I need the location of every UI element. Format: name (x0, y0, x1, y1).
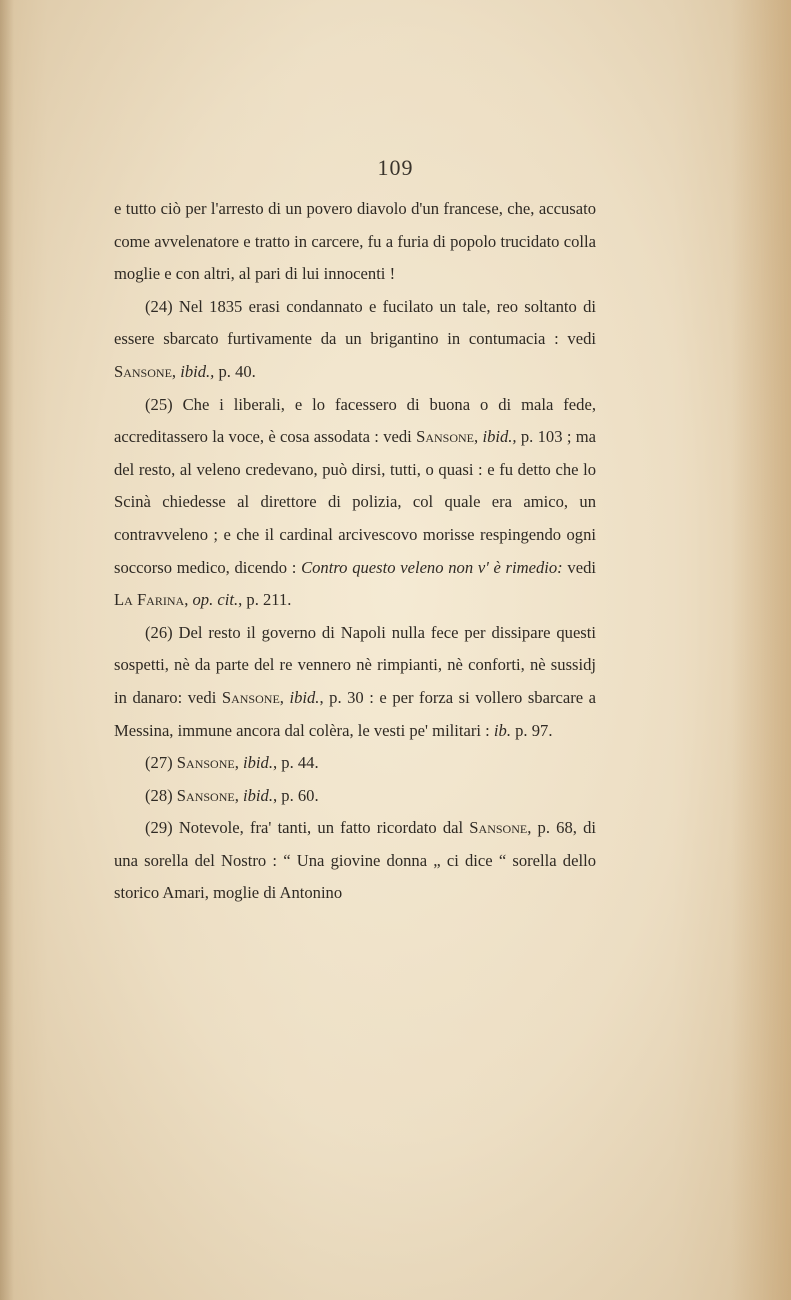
italic-run: ibid., (180, 361, 215, 381)
text-run: , (184, 590, 193, 610)
italic-run: ib. (493, 720, 511, 740)
text-run: , p. 60. (272, 785, 319, 805)
page-number: 109 (377, 155, 414, 180)
footnote-29 (114, 812, 596, 910)
footnotes-text (114, 193, 596, 910)
page-edge-discoloration (731, 0, 791, 1300)
text-run: , (474, 427, 483, 447)
italic-run: ibid., (482, 427, 517, 447)
text-run: vedi (562, 557, 596, 577)
text-run: (26) Del resto il governo di Napoli nulla fece per dissipare questi sospetti, nè da parte del re vennero nè rimpianti, nè conforti, nè sussidj in danaro: vedi (114, 622, 596, 707)
text-run: e tutto ciò per l'arresto di un povero diavolo d'un francese, che, accusato come avvelenatore e tratto in carcere, fu a furia di popolo trucidato colla moglie e con altri, al pari di lui innocenti ! (114, 199, 596, 284)
footnote-27 (114, 747, 596, 780)
text-run: , p. 44. (272, 753, 319, 773)
italic-run: ibid. (243, 785, 273, 805)
italic-run: Contro questo veleno non v' è rimedio: (301, 557, 563, 577)
italic-run: op. cit. (192, 590, 239, 610)
author-name: Sansone (114, 361, 172, 381)
text-run: , (171, 361, 181, 381)
author-name: Sansone (221, 687, 280, 707)
text-run: , p. 30 : e per forza si vollero sbarcare a Messina, immune ancora dal colèra, le vesti pe' militari : (114, 687, 597, 740)
footnote-25 (114, 389, 596, 617)
text-run: p. 103 ; ma del resto, al veleno credevano, può dirsi, tutti, o quasi : e fu detto che lo Scinà chiedesse al direttore di polizia, col quale era amico, un contravveleno ; e che il cardinal arcivescovo morisse respingendo ogni soccorso medico, dicendo : (114, 427, 597, 577)
footnote-28 (114, 780, 596, 813)
text-run: (27) (145, 753, 177, 773)
text-run: (28) (145, 785, 177, 805)
text-run: , (279, 687, 290, 707)
author-name: Sansone (416, 427, 474, 447)
text-run: (29) Notevole, fra' tanti, un fatto ricordato dal (145, 818, 470, 838)
author-name: Sansone (469, 818, 528, 838)
italic-run: ibid. (289, 687, 320, 707)
text-run: , (234, 753, 243, 773)
text-run: , p. 68, di una sorella del Nostro : “ Una giovine donna „ ci dice “ sorella dello storico Amari, moglie di Antonino (114, 818, 596, 903)
text-run: (24) Nel 1835 erasi condannato e fucilato un tale, reo soltanto di essere sbarcato furtivamente da un brigantino in contumacia : vedi (114, 296, 596, 349)
author-name: Sansone (176, 753, 235, 773)
text-run: , (234, 785, 243, 805)
page-binding-shadow (0, 0, 14, 1300)
paragraph-continuation (114, 193, 596, 291)
text-run: , p. 211. (238, 590, 292, 610)
text-run: p. 40. (214, 361, 256, 381)
author-name: La Farina (114, 590, 185, 610)
footnote-24 (114, 291, 596, 389)
author-name: Sansone (176, 785, 235, 805)
text-run: (25) Che i liberali, e lo facessero di buona o di mala fede, accreditassero la voce, è cosa assodata : vedi (114, 394, 596, 447)
italic-run: ibid. (243, 753, 273, 773)
text-run: p. 97. (510, 720, 553, 740)
footnote-26 (114, 617, 596, 747)
